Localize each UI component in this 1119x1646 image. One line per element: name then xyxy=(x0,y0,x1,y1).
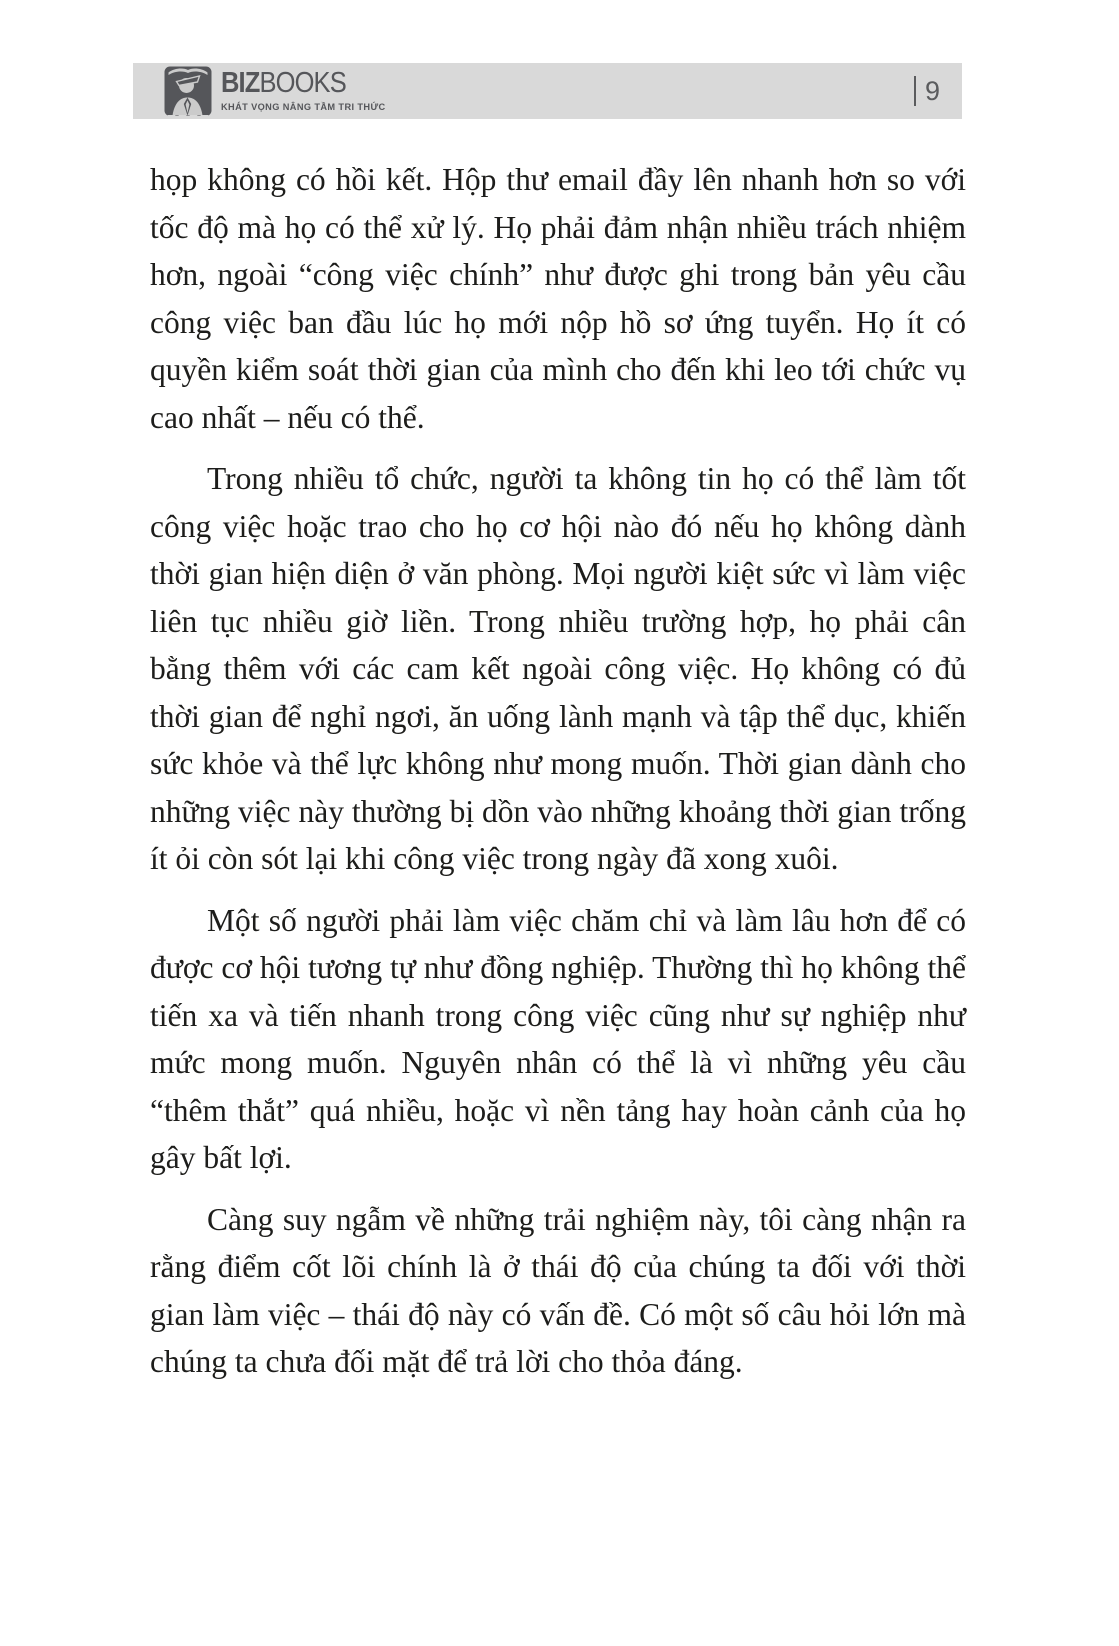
paragraph: Càng suy ngẫm về những trải nghiệm này, tôi càng nhận ra rằng điểm cốt lõi chính là ở thái độ của chúng ta đối với thời gian làm việc – thái độ này có vấn đề. Có một số câu hỏi lớn mà chúng ta chưa đối mặt để trả lời cho thỏa đáng. xyxy=(150,1201,966,1379)
publisher-logo xyxy=(164,65,391,117)
brand-name xyxy=(221,69,370,98)
page-number-separator xyxy=(914,76,916,106)
page-body-text xyxy=(150,156,966,1400)
paragraph: Trong nhiều tổ chức, người ta không tin họ có thể làm tốt công việc hoặc trao cho họ cơ hội nào đó nếu họ không dành thời gian hiện diện ở văn phòng. Mọi người kiệt sức vì làm việc liên tục nhiều giờ liền. Trong nhiều trường hợp, họ phải cân bằng thêm với các cam kết ngoài công việc. Họ không có đủ thời gian để nghỉ ngơi, ăn uống lành mạnh và tập thể dục, khiến sức khỏe và thể lực không như mong muốn. Thời gian dành cho những việc này thường bị dồn vào những khoảng thời gian trống ít ỏi còn sót lại khi công việc trong ngày đã xong xuôi. xyxy=(150,461,966,876)
paragraph: Một số người phải làm việc chăm chỉ và làm lâu hơn để có được cơ hội tương tự như đồng nghiệp. Thường thì họ không thể tiến xa và tiến nhanh trong công việc cũng như sự nghiệp như mức mong muốn. Nguyên nhân có thể là vì những yêu cầu “thêm thắt” quá nhiều, hoặc vì nền tảng hay hoàn cảnh của họ gây bất lợi. xyxy=(150,902,966,1175)
page-number-value: 9 xyxy=(924,75,940,106)
page-number xyxy=(914,76,940,106)
page-header-band xyxy=(133,63,962,119)
brand-tagline: KHÁT VỌNG NÂNG TẦM TRI THỨC xyxy=(221,102,386,113)
paragraph: họp không có hồi kết. Hộp thư email đầy lên nhanh hơn so với tốc độ mà họ có thể xử lý. Họ phải đảm nhận nhiều trách nhiệm hơn, ngoài “công việc chính” như được ghi trong bản yêu cầu công việc ban đầu lúc họ mới nộp hồ sơ ứng tuyển. Họ ít có quyền kiểm soát thời gian của mình cho đến khi leo tới chức vụ cao nhất – nếu có thể. xyxy=(150,162,966,435)
brand-text xyxy=(221,69,391,113)
bizbooks-man-with-book-icon xyxy=(164,65,212,117)
brand-name-books: BOOKS xyxy=(259,67,346,99)
brand-name-biz: BIZ xyxy=(221,67,260,99)
